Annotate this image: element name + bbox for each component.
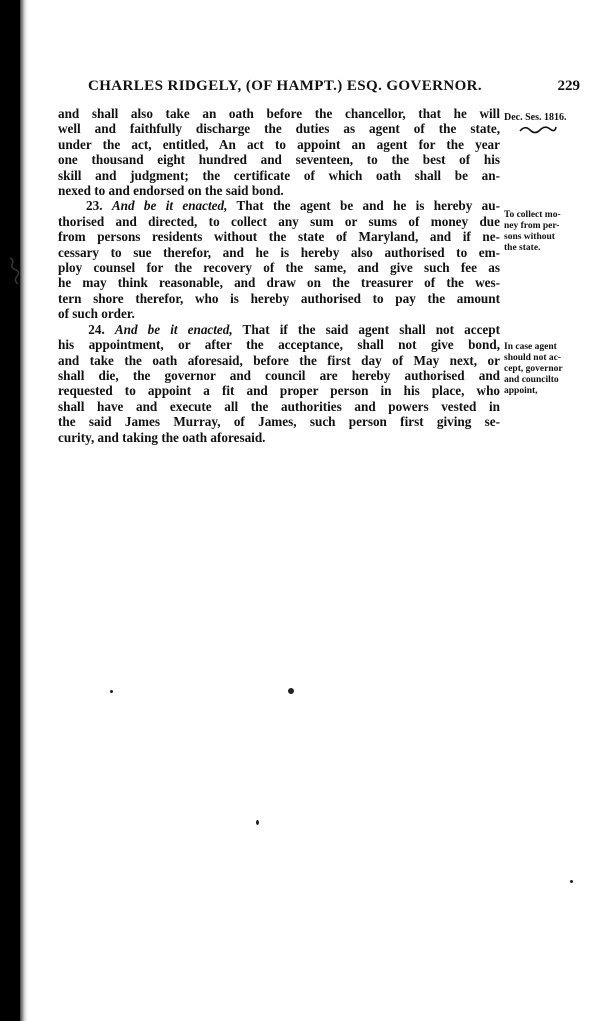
text-line [58,198,500,213]
text-line: and take the oath aforesaid, before the first day of May next, or [58,352,500,368]
body-text [58,106,500,445]
page-binding-edge [20,0,28,1021]
section-number: 23. [86,198,103,214]
text-line [58,322,500,337]
paragraph-section-24 [58,322,500,445]
margin-note-line: ney from per- [504,221,560,231]
text-line: skill and judgment; the certificate of which oath shall be an- [58,167,500,183]
margin-note-line: and councilto [504,375,559,385]
text-line: of such order. [58,306,135,322]
enacting-clause: And be it enacted, [114,321,233,337]
text-line: tern shore therefor, who is hereby authorised to pay the amount [58,290,500,306]
margin-note-line: To collect mo- [504,210,561,220]
text-line: requested to appoint a fit and proper person in his place, who [58,383,500,399]
ink-speck [570,880,573,883]
text-line: well and faithfully discharge the duties as agent of the state, [58,121,500,137]
text-line: nexed to and endorsed on the said bond. [58,183,284,199]
page-binding-shadow [0,0,20,1021]
margin-note-line: Dec. Ses. 1816. [504,112,567,123]
margin-note-line: should not ac- [504,353,562,363]
ink-mark-icon [4,256,26,288]
margin-note-case-agent [504,342,596,397]
enacting-clause: And be it enacted, [111,198,228,214]
margin-note-line: cept, governor [504,364,563,374]
margin-note-line: appoint, [504,386,538,396]
paragraph-section-23 [58,198,500,321]
text-line: thorised and directed, to collect any sum or sums of money due [58,213,500,229]
text-line: he may think reasonable, and draw on the treasurer of the wes- [58,275,500,291]
section-first-line: That the agent be and he is hereby au- [227,198,501,214]
section-first-line: That if the said agent shall not accept [232,321,501,337]
section-number: 24. [88,321,105,337]
text-line: his appointment, or after the acceptance, shall not give bond, [58,337,500,353]
ink-speck [256,820,259,825]
margin-note-session-date [504,112,596,123]
page-number: 229 [557,78,580,94]
running-head: CHARLES RIDGELY, (OF HAMPT.) ESQ. GOVERNOR. [88,78,483,94]
text-line: cessary to sue therefor, and he is hereby also authorised to em- [58,244,500,260]
ink-speck [288,688,294,694]
text-line: shall have and execute all the authorities and powers vested in [58,398,500,414]
text-line: curity, and taking the oath aforesaid. [58,429,266,445]
text-line: ploy counsel for the recovery of the same, and give such fee as [58,260,500,276]
paragraph-oath [58,106,500,198]
margin-note-collect [504,210,596,254]
margin-note-line: In case agent [504,342,557,352]
page-header [60,76,580,100]
ink-speck [110,690,113,693]
text-line: under the act, entitled, An act to appoint an agent for the year [58,136,500,152]
text-line: shall die, the governor and council are hereby authorised and [58,367,500,383]
text-line: the said James Murray, of James, such person first giving se- [58,414,500,430]
underline-squiggle-icon [518,123,558,135]
text-line: one thousand eight hundred and seventeen, to the best of his [58,152,500,168]
margin-note-line: the state. [504,243,541,253]
margin-note-line: sons without [504,232,555,242]
text-line: and shall also take an oath before the chancellor, that he will [58,106,500,121]
text-line: from persons residents without the state of Maryland, and if ne- [58,229,500,245]
